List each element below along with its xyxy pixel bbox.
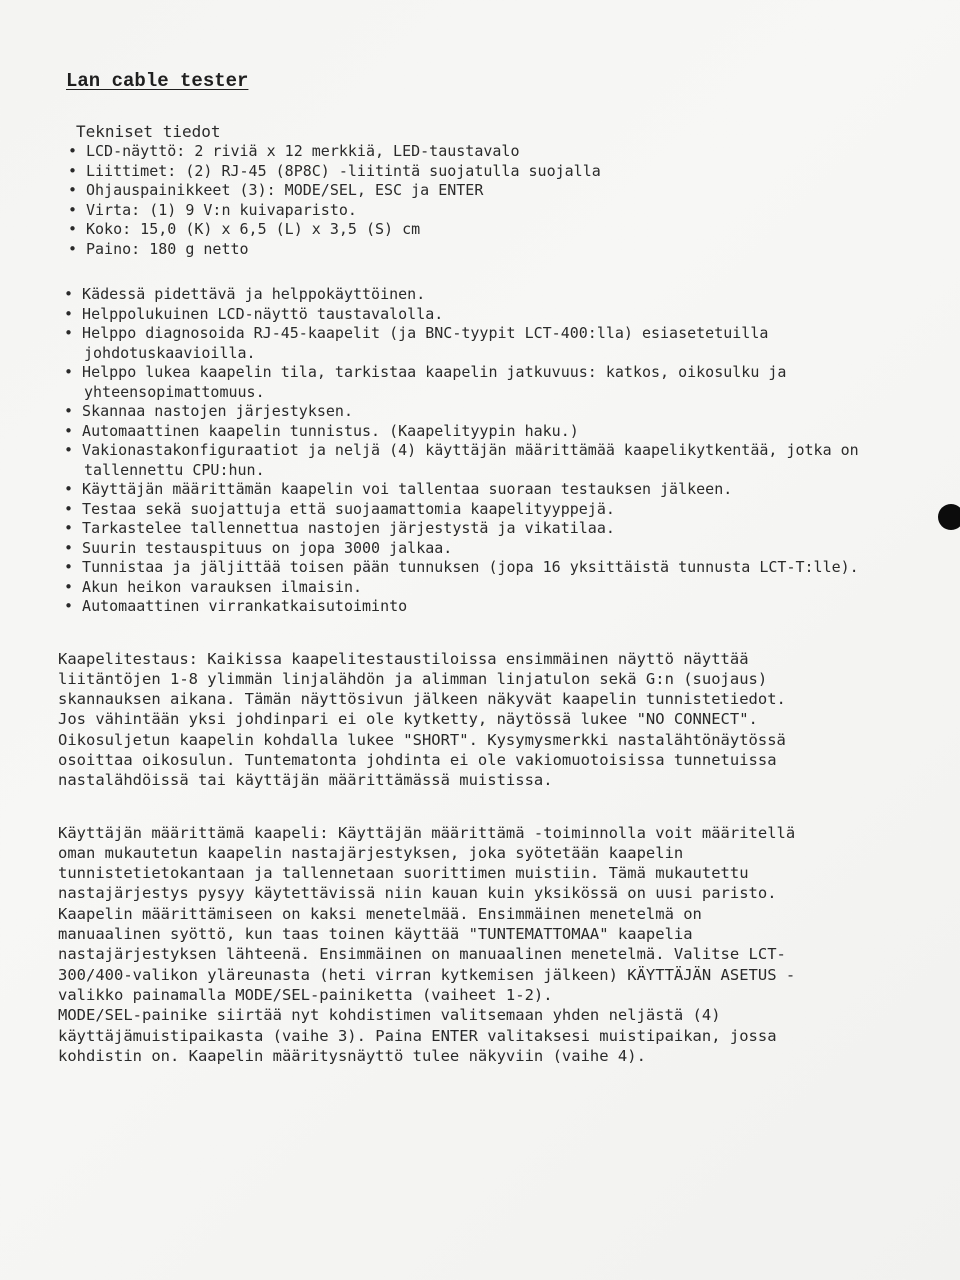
- specs-heading: Tekniset tiedot: [76, 122, 221, 141]
- feature-item: • Vakionastakonfiguraatiot ja neljä (4) käyttäjän määrittämää kaapelikytkentää, jotka on tallennettu CPU:hun.: [64, 441, 859, 479]
- features-list: [64, 285, 908, 617]
- feature-item: • Testaa sekä suojattuja että suojaamattomia kaapelityyppejä.: [64, 499, 615, 518]
- feature-item: • Helppo diagnosoida RJ-45-kaapelit (ja BNC-tyypit LCT-400:lla) esiasetetuilla johdotuskaavioilla.: [64, 324, 769, 362]
- spec-item: • LCD-näyttö: 2 riviä x 12 merkkiä, LED-taustavalo: [66, 142, 908, 162]
- paragraph-cable-test: Kaapelitestaus: Kaikissa kaapelitestaustiloissa ensimmäinen näyttö näyttää liitäntöjen 1-8 ylimmän linjalähdön ja alimman linjatulon sekä G:n (suojaus) skannauksen aikana. Tämän näyttösivun jälkeen näkyvät kaapelin tunnistetiedot. Jos vähintään yksi johdinpari ei ole kytketty, näytössä lukee "NO CONNECT". Oikosuljetun kaapelin kohdalla lukee "SHORT". Kysymysmerkki nastalähtönäytössä osoittaa oikosulun. Tuntematonta johdinta ei ole vakiomuotoisissa tunnetuissa nastalähdöissä tai käyttäjän määrittämässä muistissa.: [58, 649, 786, 790]
- specs-list: [66, 142, 908, 259]
- spec-item: • Paino: 180 g netto: [66, 240, 908, 260]
- feature-item: • Käyttäjän määrittämän kaapelin voi tallentaa suoraan testauksen jälkeen.: [64, 480, 733, 498]
- feature-item: • Tunnistaa ja jäljittää toisen pään tunnuksen (jopa 16 yksittäistä tunnusta LCT-T:lle).: [64, 558, 859, 576]
- spec-item: • Koko: 15,0 (K) x 6,5 (L) x 3,5 (S) cm: [66, 220, 908, 240]
- feature-item: • Skannaa nastojen järjestyksen.: [64, 402, 353, 420]
- spec-item: • Virta: (1) 9 V:n kuivaparisto.: [66, 201, 908, 221]
- spec-item: • Liittimet: (2) RJ-45 (8P8C) -liitintä suojatulla suojalla: [66, 162, 908, 182]
- feature-item: • Akun heikon varauksen ilmaisin.: [64, 577, 363, 596]
- feature-item: • Helppo lukea kaapelin tila, tarkistaa kaapelin jatkuvuus: katkos, oikosulku ja yhteensopimattomuus.: [64, 363, 787, 401]
- feature-item: • Automaattinen kaapelin tunnistus. (Kaapelityypin haku.): [64, 421, 579, 440]
- spec-item: • Ohjauspainikkeet (3): MODE/SEL, ESC ja ENTER: [66, 181, 908, 201]
- document-page: [58, 70, 908, 1066]
- feature-item: • Kädessä pidettävä ja helppokäyttöinen.: [64, 285, 426, 303]
- document-title: Lan cable tester: [66, 70, 249, 92]
- paragraph-user-cable: Käyttäjän määrittämä kaapeli: Käyttäjän määrittämä -toiminnolla voit määritellä oman mukautetun kaapelin nastajärjestyksen, joka syötetään kaapelin tunnistetietokantaan ja tallennetaan suorittimen muistiin. Tämä mukautettu nastajärjestys pysyy käytettävissä niin kauan kuin yksikössä on uusi paristo. Kaapelin määrittämiseen on kaksi menetelmää. Ensimmäinen menetelmä on manuaalinen syöttö, kun taas toinen käyttää "TUNTEMATTOMAA" kaapelia nastajärjestyksen lähteenä. Ensimmäinen on manuaalinen menetelmä. Valitse LCT- 300/400-valikon yläreunasta (heti virran kytkemisen jälkeen) KÄYTTÄJÄN ASETUS - valikko painamalla MODE/SEL-painiketta (vaiheet 1-2). MODE/SEL-painike siirtää nyt kohdistimen valitsemaan yhden neljästä (4) käyttäjämuistipaikasta (vaihe 3). Paina ENTER valitaksesi muistipaikan, jossa kohdistin on. Kaapelin määritysnäyttö tulee näkyviin (vaihe 4).: [58, 823, 796, 1065]
- feature-item: • Helppolukuinen LCD-näyttö taustavalolla.: [64, 304, 444, 323]
- feature-item: • Tarkastelee tallennettua nastojen järjestystä ja vikatilaa.: [64, 519, 615, 537]
- feature-item: • Automaattinen virrankatkaisutoiminto: [64, 597, 408, 615]
- feature-item: • Suurin testauspituus on jopa 3000 jalkaa.: [64, 538, 453, 557]
- punch-hole: [938, 504, 960, 530]
